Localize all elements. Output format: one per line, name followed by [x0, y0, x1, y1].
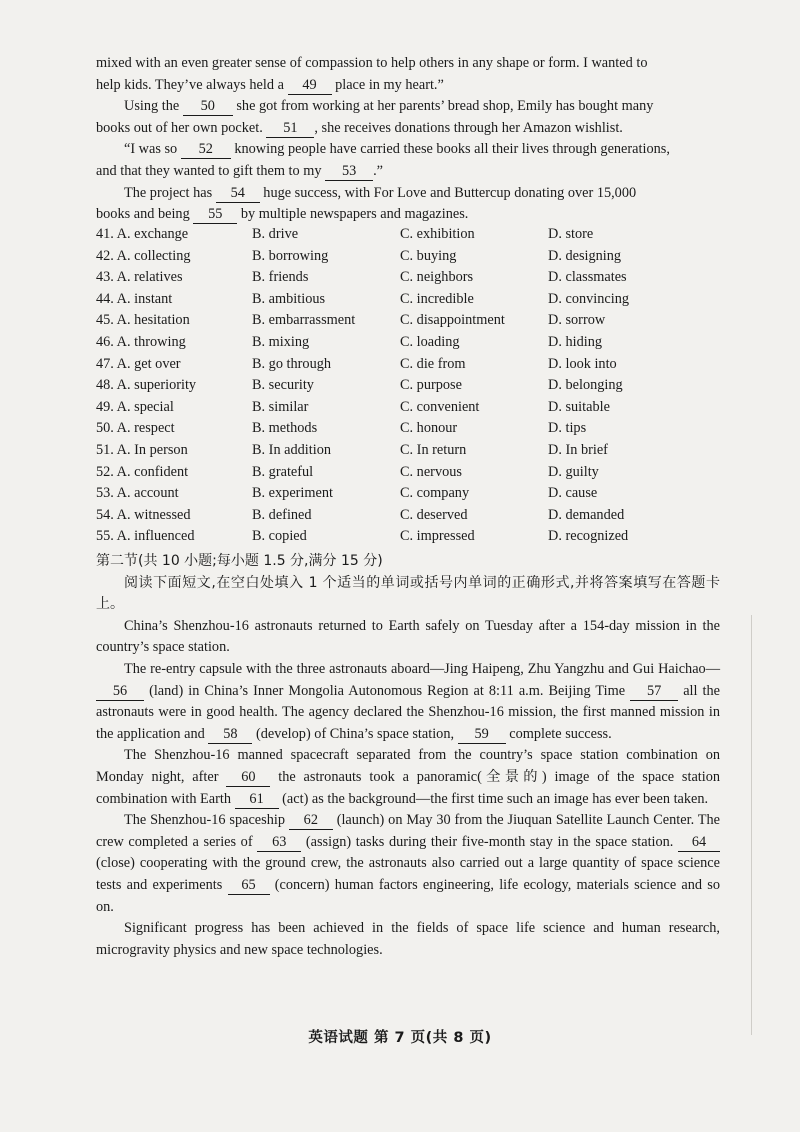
- blank-51: 51: [266, 120, 314, 138]
- blank-52: 52: [181, 141, 231, 159]
- option-row: 52. A. confident B. grateful C. nervous D. guilty: [96, 463, 599, 480]
- paragraph-3: The Shenzhou-16 manned spacecraft separated from the country’s space station combination on Monday night, after 60 the astronauts took a panoramic(全景的) image of the space station combination with Earth 61 (act) as the background—the first time such an image has ever been taken.: [96, 747, 721, 807]
- section-heading: 第二节(共 10 小题;每小题 1.5 分,满分 15 分): [96, 553, 383, 569]
- page-fold-line: [751, 615, 752, 1035]
- page-footer: 英语试题 第 7 页(共 8 页): [308, 1030, 492, 1046]
- passage-line: mixed with an even greater sense of compassion to help others in any shape or form. I wanted to: [96, 55, 648, 71]
- blank-59: 59: [458, 726, 506, 744]
- option-row: 42. A. collecting B. borrowing C. buying D. designing: [96, 247, 622, 264]
- passage-line: help kids. They’ve always held a 49 place in my heart.”: [96, 76, 444, 93]
- blank-63: 63: [257, 834, 301, 852]
- blank-58: 58: [208, 726, 252, 744]
- option-row: 45. A. hesitation B. embarrassment C. disappointment D. sorrow: [96, 312, 606, 329]
- option-row: 53. A. account B. experiment C. company D. cause: [96, 485, 598, 502]
- option-row: 46. A. throwing B. mixing C. loading D. hiding: [96, 334, 603, 350]
- paragraph-1: China’s Shenzhou-16 astronauts returned to Earth safely on Tuesday after a 154-day mission in the country’s space station.: [96, 617, 720, 656]
- option-row: 41. A. exchange B. drive C. exhibition D. store: [96, 226, 594, 242]
- blank-50: 50: [183, 98, 233, 116]
- paragraph-4: The Shenzhou-16 spaceship 62 (launch) on May 30 from the Jiuquan Satellite Launch Center. The crew completed a series of 63 (assign) tasks during their five-month stay in the space station. 64 (close) cooperating with the ground crew, the astronauts also carried out a large quantity of space science tests and experiments 65 (concern) human factors engineering, life ecology, materials science and so on.: [96, 812, 720, 915]
- cloze-passage-end: [96, 53, 720, 226]
- passage-line: and that they wanted to gift them to my 53 .”: [96, 162, 384, 179]
- passage-line: books out of her own pocket. 51 , she receives donations through her Amazon wishlist.: [96, 119, 623, 136]
- passage-line: books and being 55 by multiple newspapers and magazines.: [96, 206, 469, 223]
- blank-61: 61: [235, 791, 279, 809]
- blank-56: 56: [96, 683, 144, 701]
- blank-64: 64: [678, 834, 720, 852]
- paragraph-2: The re-entry capsule with the three astronauts aboard—Jing Haipeng, Zhu Yangzhu and Gui Haichao— 56 (land) in China’s Inner Mongolia Autonomous Region at 8:11 a.m. Beijing Time 57 all the astronauts were in good health. The agency declared the Shenzhou-16 mission, the first manned mission in the application and 58 (develop) of China’s space station, 59 complete success.: [96, 660, 720, 742]
- option-row: 49. A. special B. similar C. convenient D. suitable: [96, 398, 610, 415]
- option-row: 47. A. get over B. go through C. die from D. look into: [96, 355, 617, 372]
- passage-line: Using the 50 she got from working at her parents’ bread shop, Emily has bought many: [124, 98, 654, 115]
- blank-65: 65: [228, 877, 270, 895]
- option-row: 51. A. In person B. In addition C. In return D. In brief: [96, 442, 608, 458]
- blank-60: 60: [226, 769, 270, 787]
- section-two: [96, 551, 720, 961]
- blank-62: 62: [289, 812, 333, 830]
- option-row: 44. A. instant B. ambitious C. incredible D. convincing: [96, 290, 629, 307]
- option-row: 43. A. relatives B. friends C. neighbors D. classmates: [96, 269, 627, 286]
- blank-49: 49: [288, 77, 332, 95]
- blank-55: 55: [193, 206, 237, 224]
- paragraph-5: Significant progress has been achieved in the fields of space life science and human research, microgravity physics and new space technologies.: [96, 920, 720, 958]
- blank-57: 57: [630, 683, 678, 701]
- option-row: 54. A. witnessed B. defined C. deserved D. demanded: [96, 506, 625, 523]
- passage-line: The project has 54 huge success, with For Love and Buttercup donating over 15,000: [124, 184, 637, 201]
- blank-54: 54: [216, 185, 260, 203]
- option-row: 48. A. superiority B. security C. purpose D. belonging: [96, 377, 623, 394]
- passage-line: “I was so 52 knowing people have carried these books all their lives through generations,: [124, 141, 670, 158]
- option-row: 50. A. respect B. methods C. honour D. tips: [96, 420, 587, 437]
- section-instruction: 阅读下面短文,在空白处填入 1 个适当的单词或括号内单词的正确形式,并将答案填写在答题卡上。: [96, 574, 720, 613]
- blank-53: 53: [325, 163, 373, 181]
- option-row: 55. A. influenced B. copied C. impressed D. recognized: [96, 528, 629, 545]
